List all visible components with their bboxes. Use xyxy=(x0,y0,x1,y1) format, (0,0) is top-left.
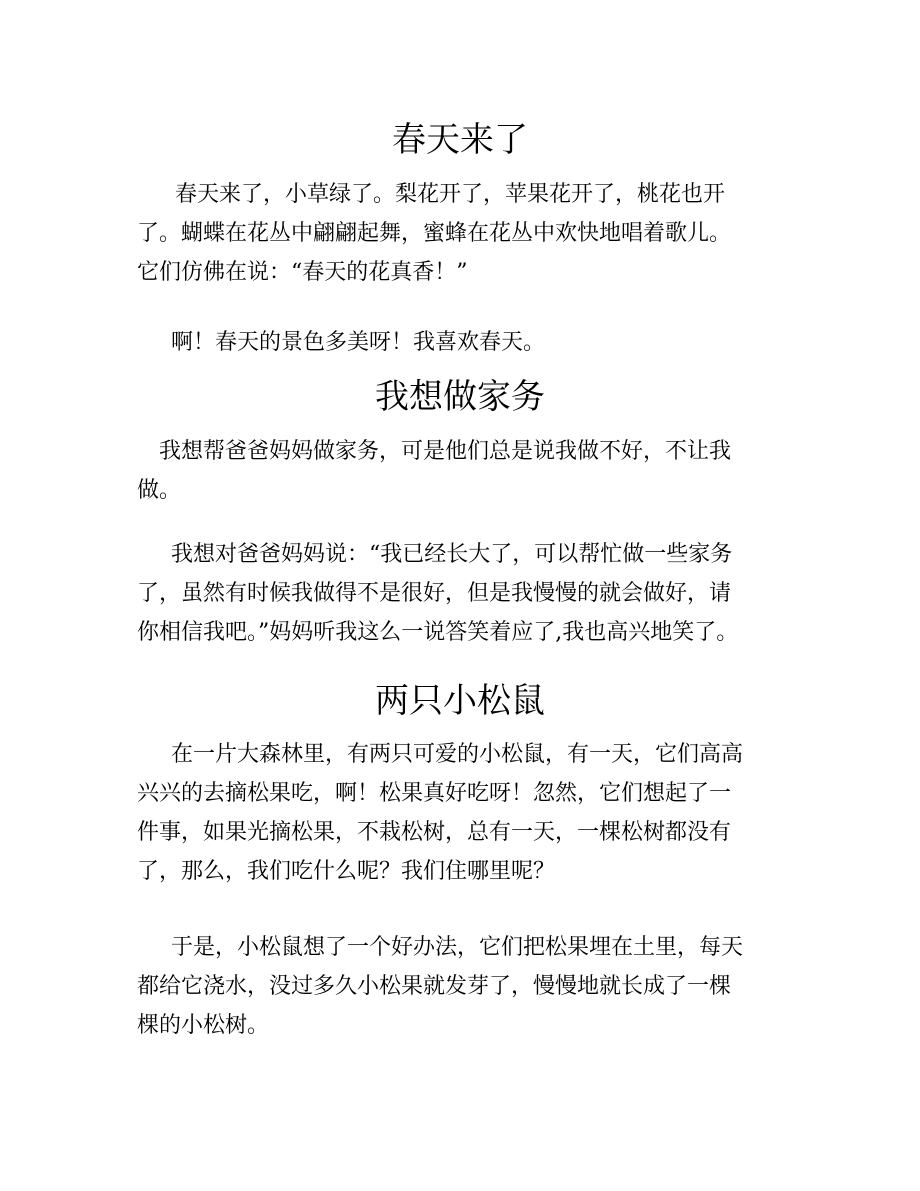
paragraph-line: 兴兴的去摘松果吃，啊！松果真好吃呀！忽然，它们想起了一 xyxy=(137,781,732,806)
paragraph-line: 件事，如果光摘松果，不栽松树，总有一天，一棵松树都没有 xyxy=(137,820,732,845)
paragraph xyxy=(137,323,797,362)
paragraph xyxy=(137,175,797,292)
section-title: 两只小松鼠 xyxy=(375,681,545,721)
section-title: 春天来了 xyxy=(392,120,528,160)
paragraph-line: 它们仿佛在说：“春天的花真香！” xyxy=(137,260,468,285)
paragraph-line: 啊！春天的景色多美呀！我喜欢春天。 xyxy=(171,330,546,355)
paragraph-line: 做。 xyxy=(137,478,182,503)
paragraph-line: 了，虽然有时候我做得不是很好，但是我慢慢的就会做好，请 xyxy=(137,581,732,606)
paragraph-line: 棵的小松树。 xyxy=(137,1013,270,1038)
paragraph xyxy=(137,928,797,1045)
paragraph-line: 了，那么，我们吃什么呢？我们住哪里呢？ xyxy=(137,859,556,884)
paragraph-line: 都给它浇水，没过多久小松果就发芽了，慢慢地就长成了一棵 xyxy=(137,974,732,999)
section-title: 我想做家务 xyxy=(375,377,545,417)
paragraph-line: 我想帮爸爸妈妈做家务，可是他们总是说我做不好，不让我 xyxy=(159,439,732,464)
paragraph-line: 你相信我吧。”妈妈听我这么一说答笑着应了,我也高兴地笑了。 xyxy=(137,620,739,645)
paragraph-line: 于是，小松鼠想了一个好办法，它们把松果埋在土里，每天 xyxy=(171,935,744,960)
paragraph-line: 我想对爸爸妈妈说：“我已经长大了，可以帮忙做一些家务 xyxy=(171,542,733,567)
paragraph-line: 春天来了，小草绿了。梨花开了，苹果花开了，桃花也开 xyxy=(175,182,726,207)
paragraph xyxy=(137,735,797,891)
paragraph-line: 在一片大森林里，有两只可爱的小松鼠，有一天，它们高高 xyxy=(171,742,744,767)
paragraph-line: 了。蝴蝶在花丛中翩翩起舞，蜜蜂在花丛中欢快地唱着歌儿。 xyxy=(137,221,732,246)
paragraph xyxy=(137,432,797,510)
paragraph xyxy=(137,535,797,652)
